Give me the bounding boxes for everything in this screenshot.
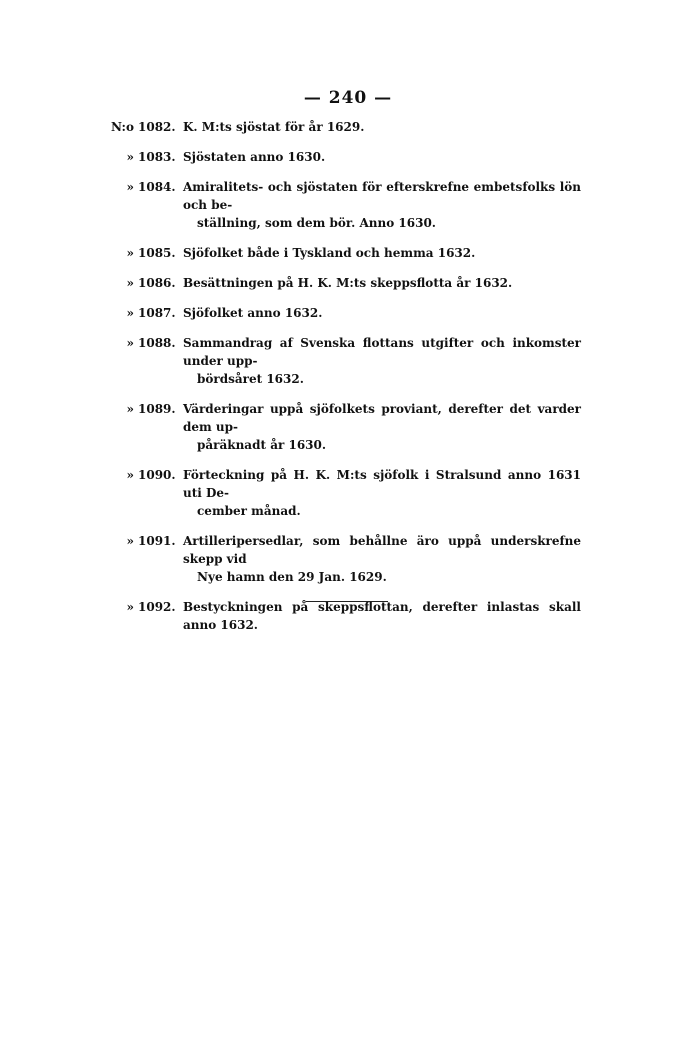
entry-line: Artilleripersedlar, som behållne äro uppå underskrefne skepp vid (183, 534, 581, 566)
entry-prefix: » (126, 534, 134, 548)
section-divider (306, 601, 388, 602)
list-item (0, 334, 696, 388)
entry-text (183, 400, 581, 454)
entry-prefix: » (126, 180, 134, 194)
entry-prefix: N:o (111, 120, 134, 134)
list-item (0, 598, 696, 634)
list-item (0, 466, 696, 520)
entry-text (183, 304, 581, 322)
entry-line: Besättningen på H. K. M:ts skeppsflotta år 1632. (183, 276, 513, 290)
list-item (0, 304, 696, 322)
entry-text (183, 118, 581, 136)
entry-text (183, 598, 581, 634)
entry-line-continued: bördsåret 1632. (197, 372, 304, 386)
entry-line: Amiralitets- och sjöstaten för efterskrefne embetsfolks lön och be- (183, 180, 581, 212)
entry-line-continued: cember månad. (197, 504, 301, 518)
entry-prefix: » (126, 600, 134, 614)
entry-number: 1086. (138, 276, 176, 290)
entry-line-continued: ställning, som dem bör. Anno 1630. (197, 216, 436, 230)
entry-number: 1084. (138, 180, 176, 194)
entry-text (183, 334, 581, 388)
entry-prefix: » (126, 246, 134, 260)
entry-line: Förteckning på H. K. M:ts sjöfolk i Stralsund anno 1631 uti De- (183, 468, 581, 500)
entry-number: 1088. (138, 336, 176, 350)
entry-number: 1085. (138, 246, 176, 260)
entry-prefix: » (126, 468, 134, 482)
entry-number: 1082. (138, 120, 176, 134)
entry-number: 1091. (138, 534, 176, 548)
entry-number: 1083. (138, 150, 176, 164)
entry-text (183, 148, 581, 166)
entry-text (183, 532, 581, 586)
list-item (0, 532, 696, 586)
entry-text (183, 178, 581, 232)
entry-line: Sjöstaten anno 1630. (183, 150, 326, 164)
entry-text (183, 274, 581, 292)
entry-text (183, 244, 581, 262)
entry-number: 1089. (138, 402, 176, 416)
entry-text (183, 466, 581, 520)
entry-line: Sjöfolket både i Tyskland och hemma 1632. (183, 246, 476, 260)
entry-line: Värderingar uppå sjöfolkets proviant, derefter det varder dem up- (183, 402, 581, 434)
entry-prefix: » (126, 276, 134, 290)
entry-line: Sjöfolket anno 1632. (183, 306, 323, 320)
entry-line: Sammandrag af Svenska flottans utgifter och inkomster under upp- (183, 336, 581, 368)
entry-number: 1087. (138, 306, 176, 320)
list-item (0, 148, 696, 166)
entry-number: 1090. (138, 468, 176, 482)
list-item (0, 118, 696, 136)
list-item (0, 274, 696, 292)
entry-prefix: » (126, 402, 134, 416)
entry-line-continued: påräknadt år 1630. (197, 438, 327, 452)
entry-line: Bestyckningen på skeppsflottan, derefter inlastas skall anno 1632. (183, 600, 581, 632)
list-item (0, 400, 696, 454)
entry-number: 1092. (138, 600, 176, 614)
entry-prefix: » (126, 336, 134, 350)
page-number: — 240 — (303, 88, 393, 108)
entry-prefix: » (126, 150, 134, 164)
entry-line: K. M:ts sjöstat för år 1629. (183, 120, 365, 134)
entry-line-continued: Nye hamn den 29 Jan. 1629. (197, 570, 387, 584)
list-item (0, 178, 696, 232)
entry-list (0, 118, 696, 632)
list-item (0, 244, 696, 262)
entry-prefix: » (126, 306, 134, 320)
